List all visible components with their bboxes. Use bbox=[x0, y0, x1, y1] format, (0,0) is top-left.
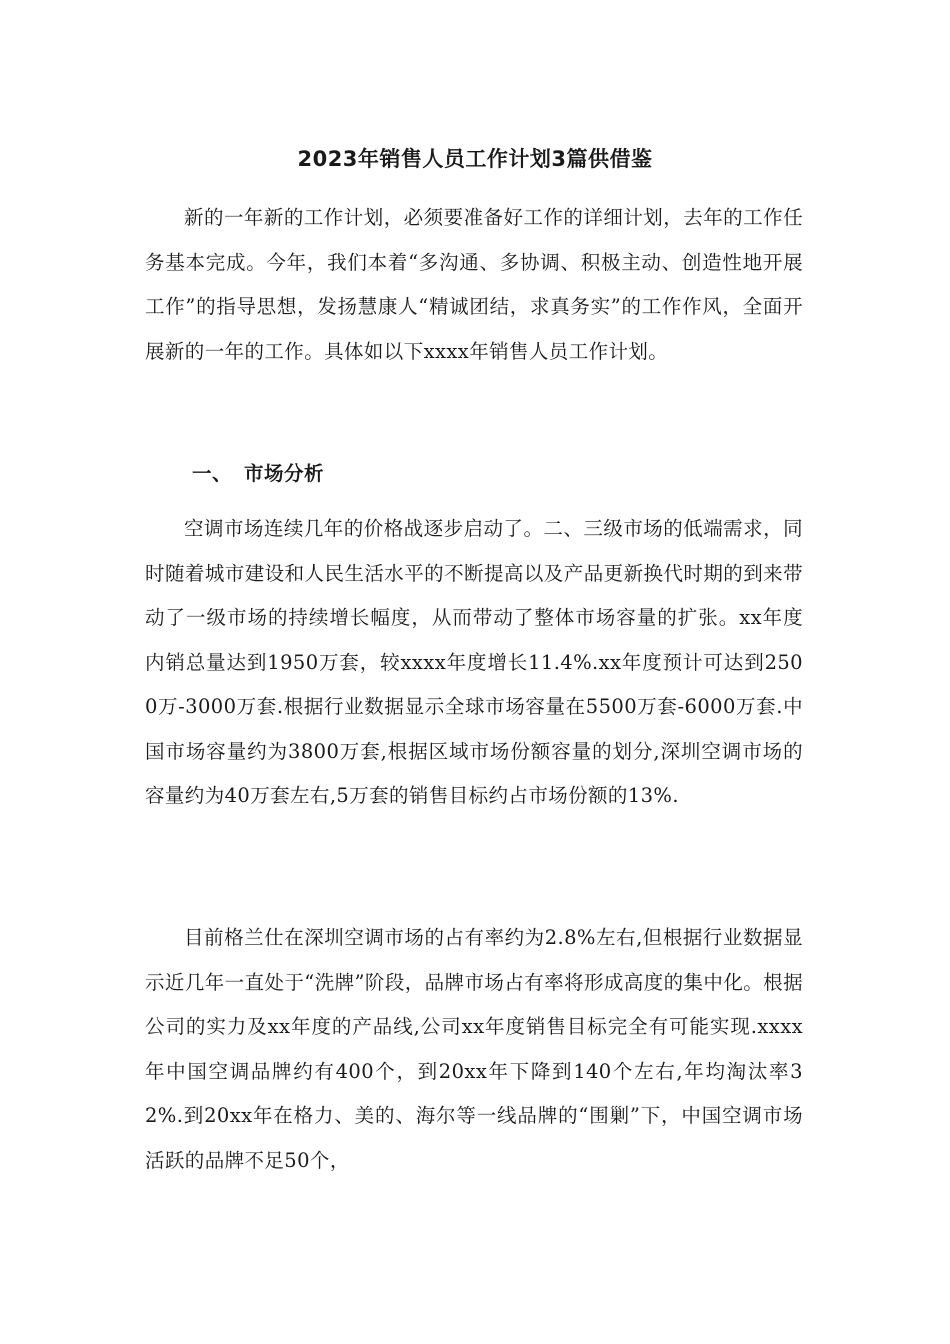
section-heading bbox=[192, 455, 324, 493]
document-title: 2023年销售人员工作计划3篇供借鉴 bbox=[297, 147, 653, 171]
market-share-paragraph: 目前格兰仕在深圳空调市场的占有率约为2.8%左右,但根据行业数据显示近几年一直处于“洗牌”阶段，品牌市场占有率将形成高度的集中化。根据公司的实力及xx年度的产品线,公司xx年度销售目标完全有可能实现.xxxx年中国空调品牌约有400个，到20xx年下降到140个左右,年均淘汰率32%.到20xx年在格力、美的、海尔等一线品牌的“围剿”下，中国空调市场活跃的品牌不足50个， bbox=[145, 926, 803, 1172]
market-analysis-paragraph: 空调市场连续几年的价格战逐步启动了。二、三级市场的低端需求，同时随着城市建设和人民生活水平的不断提高以及产品更新换代时期的到来带动了一级市场的持续增长幅度，从而带动了整体市场容量的扩张。xx年度内销总量达到1950万套，较xxxx年度增长11.4%.xx年度预计可达到2500万-3000万套.根据行业数据显示全球市场容量在5500万套-6000万套.中国市场容量约为3800万套,根据区域市场份额容量的划分,深圳空调市场的容量约为40万套左右,5万套的销售目标约占市场份额的13%. bbox=[145, 517, 803, 807]
intro-paragraph: 新的一年新的工作计划，必须要准备好工作的详细计划，去年的工作任务基本完成。今年，我们本着“多沟通、多协调、积极主动、创造性地开展工作”的指导思想，发扬慧康人“精诚团结，求真务实”的工作作风，全面开展新的一年的工作。具体如以下xxxx年销售人员工作计划。 bbox=[145, 206, 803, 363]
section-number: 一、 bbox=[192, 462, 233, 485]
section-heading-text: 市场分析 bbox=[244, 462, 325, 485]
